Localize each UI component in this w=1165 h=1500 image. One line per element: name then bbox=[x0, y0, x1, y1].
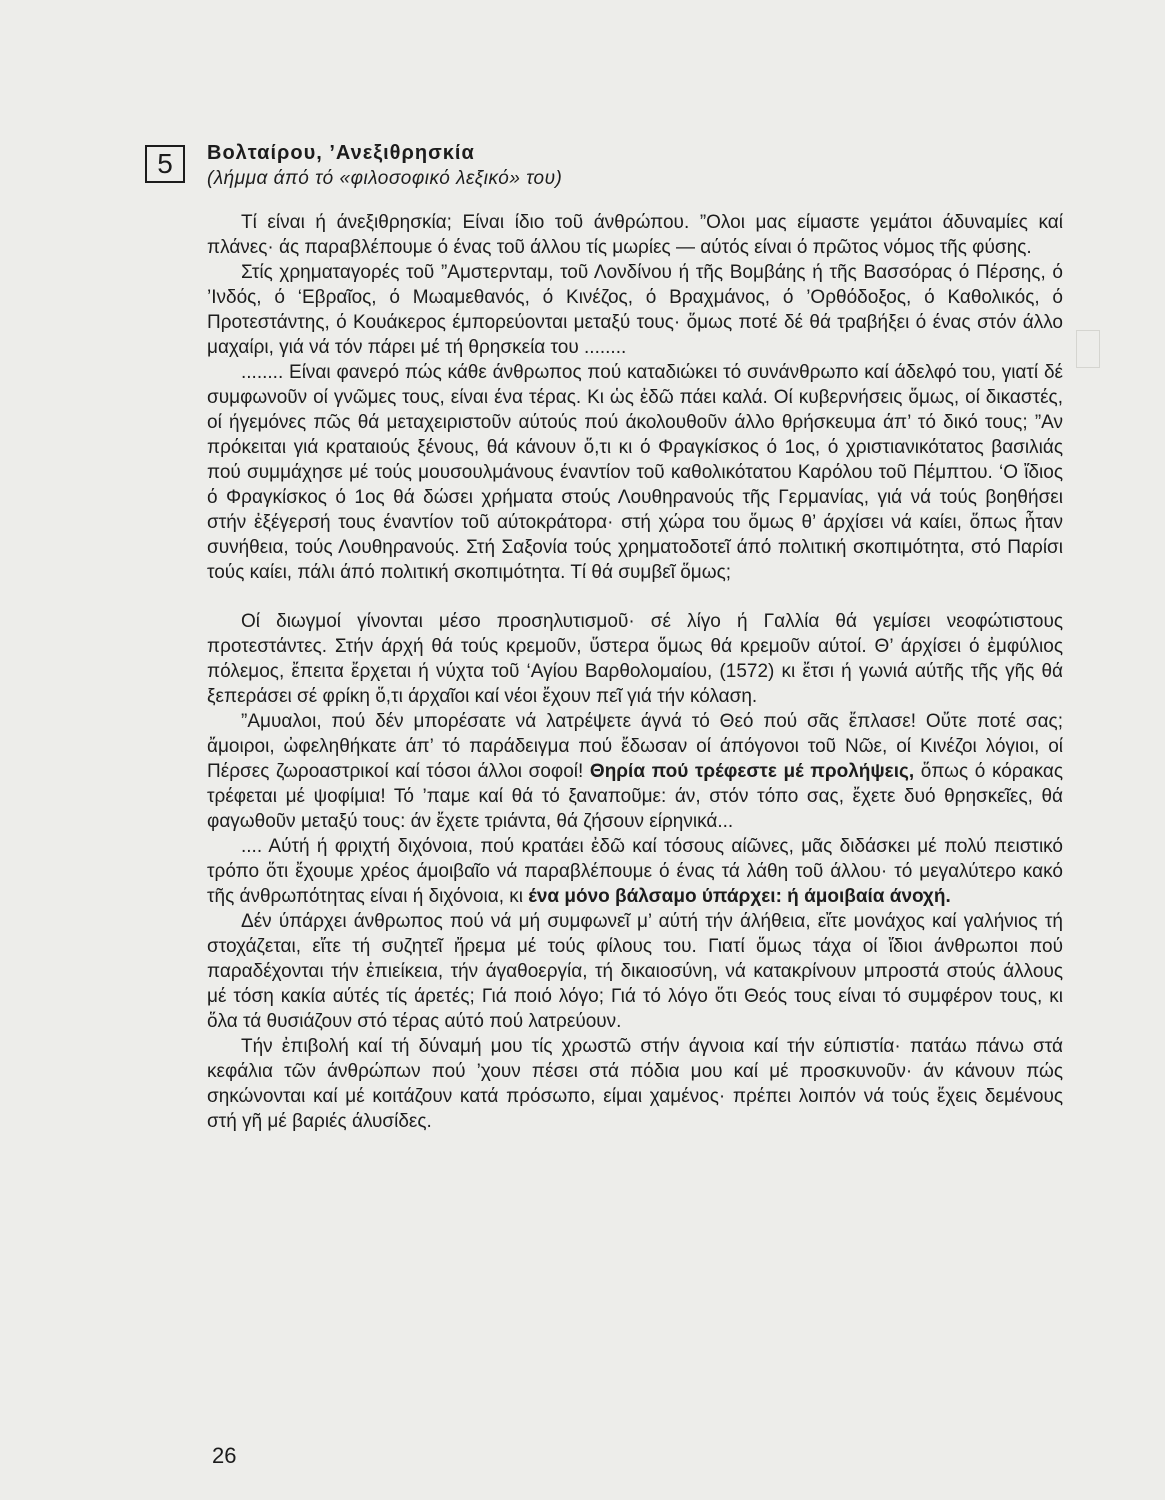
paragraph bbox=[207, 909, 1063, 1034]
paragraph-text: Τήν ἐπιβολή καί τή δύναμή μου τίς χρωστῶ στήν άγνοια καί τήν εύπιστία· πατάω πάνω στά κεφάλια τῶν άνθρώπων πού ’χουν πέσει στά πόδια μου καί μέ προσκυνοῦν· άν κάνουν πώς σηκώνονται καί μέ κοιτάζουν κατά πρόσωπο, είμαι χαμένος· πρέπει λοιπόν νά τούς ἔχεις δεμένους στή γῆ μέ βαριές άλυσίδες. bbox=[207, 1036, 1063, 1132]
paragraph bbox=[207, 1034, 1063, 1134]
paragraph-text: Τί είναι ή άνεξιθρησκία; Είναι ίδιο τοῦ άνθρώπου. ”Ολοι μας είμαστε γεμάτοι άδυναμίες καί πλάνες· άς παραβλέπουμε ό ένας τοῦ άλλου τίς μωρίες — αύτός είναι ό πρῶτος νόμος τῆς φύσης. bbox=[207, 212, 1063, 258]
paragraph-text: Δέν ύπάρχει άνθρωπος πού νά μή συμφωνεῖ μ’ αύτή τήν άλήθεια, εἴτε μονάχος καί γαλήνιος τή στοχάζεται, εἴτε τή συζητεῖ ἤρεμα μέ τούς φίλους του. Γιατί ὅμως τάχα οί ἴδιοι άνθρωποι πού παραδέχονται τήν ἐπιείκεια, τήν άγαθοεργία, τή δικαιοσύνη, νά κατακρίνουν μπροστά στούς άλλους μέ τόση κακία αύτές τίς άρετές; Γιά ποιό λόγο; Γιά τό λόγο ὅτι Θεός τους είναι τό συμφέρον τους, κι ὅλα τά θυσιάζουν στό τέρας αύτό πού λατρεύουν. bbox=[207, 911, 1063, 1032]
paragraph bbox=[207, 609, 1063, 709]
paragraph-text: ........ Είναι φανερό πώς κάθε άνθρωπος πού καταδιώκει τό συνάνθρωπο καί άδελφό του, γιατί δέ συμφωνοῦν οί γνῶμες τους, είναι ένα τέρας. Κι ὡς ἐδῶ πάει καλά. Οί κυβερνήσεις ὅμως, οί δικαστές, οί ήγεμόνες πῶς θά μεταχειριστοῦν αύτούς πού άκολουθοῦν άλλο θρήσκευμα άπ’ τό δικό τους; ”Αν πρόκειται γιά κραταιούς ξένους, θά κάνουν ὅ,τι κι ό Φραγκίσκος ό 1ος, ό χριστιανικότατος βασιλιάς πού συμμάχησε μέ τούς μουσουλμάνους έναντίον τοῦ καθολικότατου Καρόλου τοῦ Πέμπτου. ‘Ο ἴδιος ό Φραγκίσκος ό 1ος θά δώσει χρήματα στούς Λουθηρανούς τῆς Γερμανίας, γιά νά τούς βοηθήσει στήν ἐξέγερσή τους έναντίον τοῦ αύτοκράτορα· στή χώρα του ὅμως θ’ άρχίσει νά καίει, ὅπως ἦταν συνήθεια, τούς Λουθηρανούς. Στή Σαξονία τούς χρηματοδοτεῖ άπό πολιτική σκοπιμότητα, στό Παρίσι τούς καίει, πάλι άπό πολιτική σκοπιμότητα. Τί θά συμβεῖ ὅμως; bbox=[207, 362, 1063, 583]
paragraph bbox=[207, 834, 1063, 909]
paragraph bbox=[207, 360, 1063, 585]
bleed-through-mark bbox=[1076, 330, 1100, 368]
paragraph-text: ὅπως ό κόρακας τρέφεται μέ ψοφίμια! Τό ’παμε καί θά τό ξαναποῦμε: άν, στόν τόπο σας, ἔχετε δυό θρησκεῖες, θά φαγωθοῦν μεταξύ τους: άν ἔχετε τριάντα, θά ζήσουν είρηνικά... bbox=[207, 761, 1063, 832]
body-text bbox=[207, 210, 1063, 1134]
section-number: 5 bbox=[157, 148, 173, 179]
paragraph-text: ”Αμυαλοι, πού δέν μπορέσατε νά λατρέψετε άγνά τό Θεό πού σᾶς ἔπλασε! Οὔτε ποτέ σας; ἄμοιροι, ὠφεληθήκατε άπ’ τό παράδειγμα πού ἔδωσαν οί άπόγονοι τοῦ Νῶε, οί Κινέζοι λόγιοι, οί Πέρσες ζωροαστρικοί καί τόσοι άλλοι σοφοί! bbox=[207, 711, 1063, 782]
section-number-box bbox=[145, 145, 185, 183]
section-subtitle: (λήμμα άπό τό «φιλοσοφικό λεξικό» του) bbox=[207, 168, 563, 189]
paragraph bbox=[207, 709, 1063, 834]
section-title: Βολταίρου, ’Ανεξιθρησκία bbox=[207, 142, 475, 164]
paragraph-text: Οί διωγμοί γίνονται μέσο προσηλυτισμοῦ· σέ λίγο ή Γαλλία θά γεμίσει νεοφώτιστους προτεστάντες. Στήν άρχή θά τούς κρεμοῦν, ὕστερα ὅμως θά κρεμοῦν αύτοί. Θ’ άρχίσει ό ἐμφύλιος πόλεμος, ἔπειτα ἔρχεται ή νύχτα τοῦ ‘Αγίου Βαρθολομαίου, (1572) κι ἔτσι ή γωνιά αύτῆς τῆς γῆς θά ξεπεράσει σέ φρίκη ὅ,τι άρχαῖοι καί νέοι ἔχουν πεῖ γιά τήν κόλαση. bbox=[207, 611, 1063, 707]
emphasis-text: Θηρία πού τρέφεστε μέ προλήψεις, bbox=[589, 761, 915, 782]
emphasis-text: ένα μόνο βάλσαμο ύπάρχει: ή άμοιβαία άνοχή. bbox=[528, 886, 951, 907]
paragraph-text: Στίς χρηματαγορές τοῦ ”Αμστερνταμ, τοῦ Λονδίνου ή τῆς Βομβάης ή τῆς Βασσόρας ό Πέρσης, ό ’Ινδός, ό ‘Εβραῖος, ό Μωαμεθανός, ό Κινέζος, ό Βραχμάνος, ό ’Ορθόδοξος, ό Καθολικός, ό Προτεστάντης, ό Κουάκερος έμπορεύονται μεταξύ τους· ὅμως ποτέ δέ θά τραβήξει ό ένας στόν άλλο μαχαίρι, γιά νά τόν πάρει μέ τή θρησκεία του ........ bbox=[207, 262, 1063, 358]
paragraph-text: .... Αύτή ή φριχτή διχόνοια, πού κρατάει ἐδῶ καί τόσους αίῶνες, μᾶς διδάσκει μέ πολύ πειστικό τρόπο ὅτι ἔχουμε χρέος άμοιβαῖο νά παραβλέπουμε ό ένας τά λάθη τοῦ άλλου· τό μεγαλύτερο κακό τῆς άνθρωπότητας είναι ή διχόνοια, κι bbox=[207, 836, 1063, 907]
page-number: 26 bbox=[212, 1443, 237, 1468]
paragraph bbox=[207, 210, 1063, 260]
section-header bbox=[207, 140, 1067, 192]
paragraph bbox=[207, 260, 1063, 360]
